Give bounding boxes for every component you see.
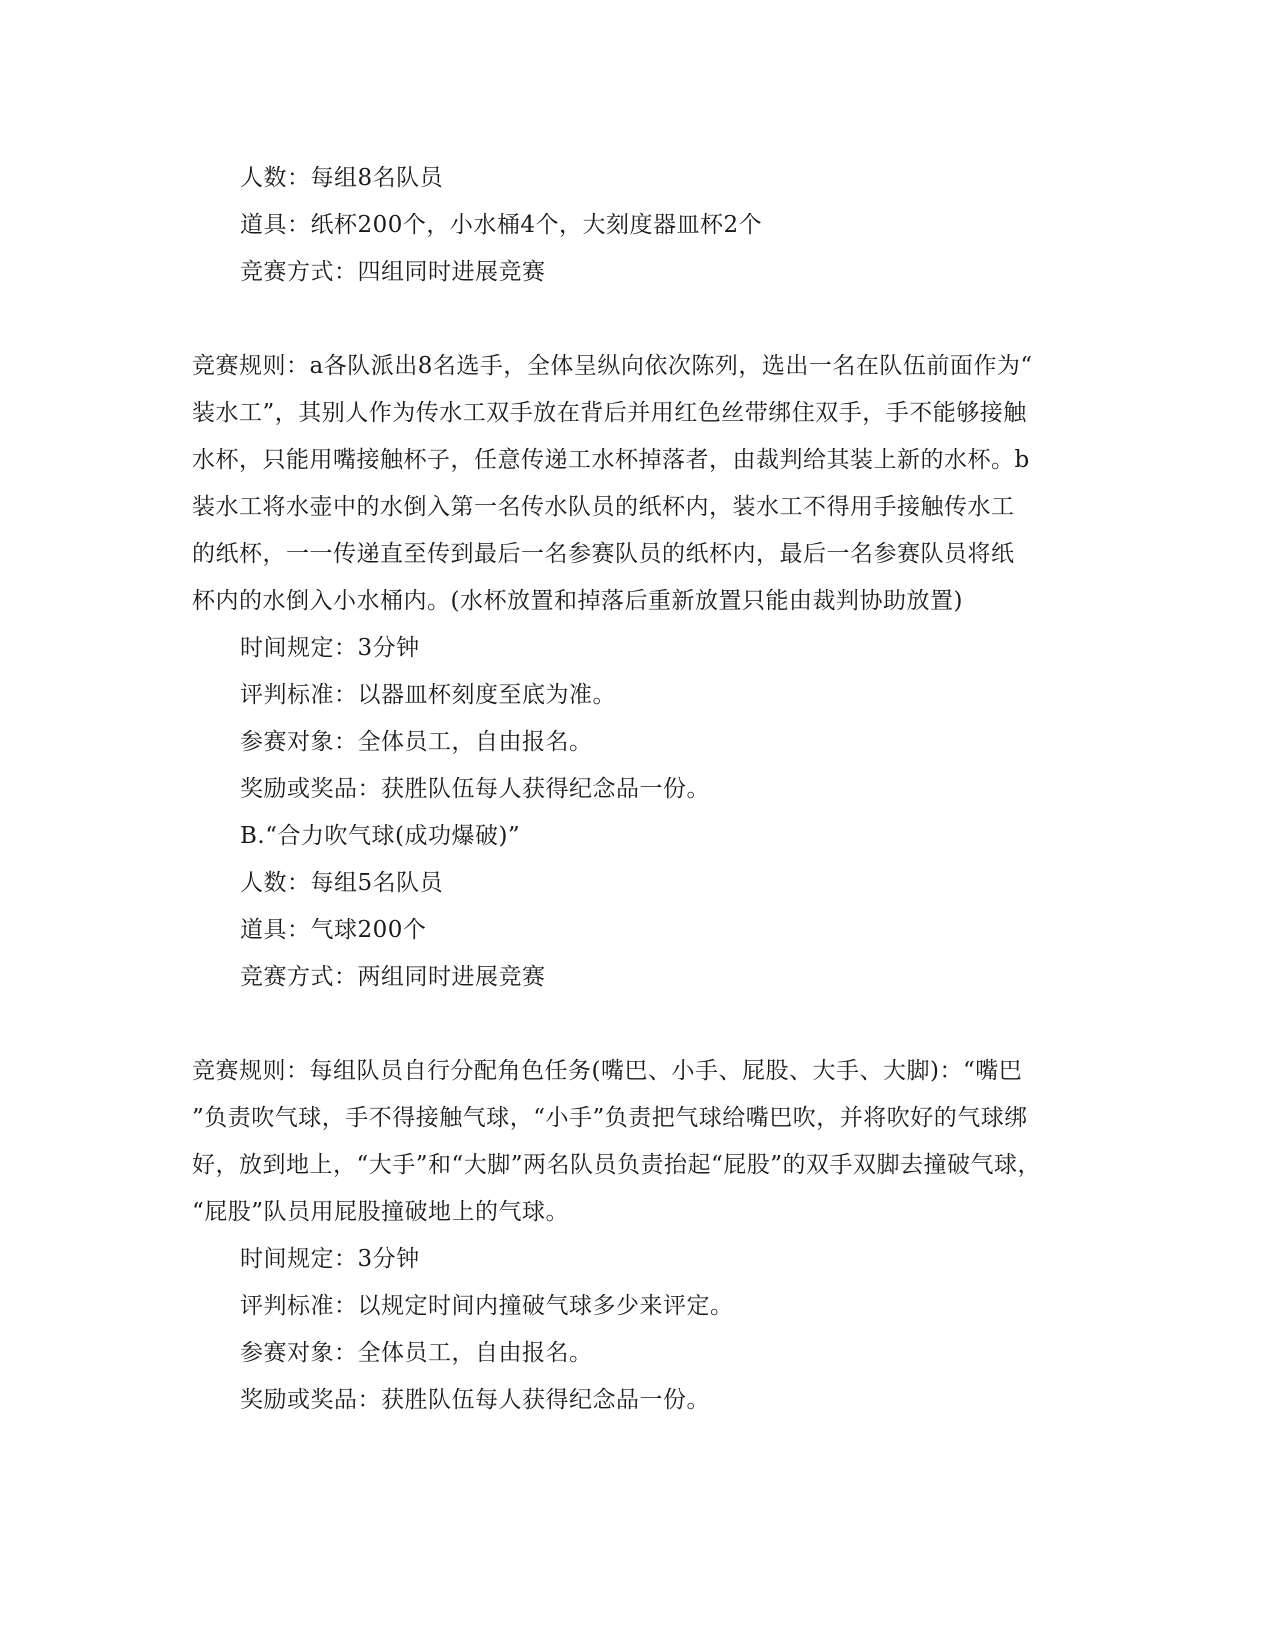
b-format-line: 竞赛方式：两组同时进展竞赛 <box>240 964 546 990</box>
a-rules-line-6: 杯内的水倒入小水桶内。(水杯放置和掉落后重新放置只能由裁判协助放置) <box>192 588 963 614</box>
b-judging-line: 评判标准：以规定时间内撞破气球多少来评定。 <box>240 1293 734 1319</box>
b-participants-line: 参赛对象：全体员工，自由报名。 <box>240 1340 593 1366</box>
a-rules-line-3: 水杯，只能用嘴接触杯子，任意传递工水杯掉落者，由裁判给其装上新的水杯。b <box>192 447 1030 473</box>
b-rules-line-1: 竞赛规则：每组队员自行分配角色任务(嘴巴、小手、屁股、大手、大脚)：“嘴巴 <box>192 1058 1023 1084</box>
a-props-line: 道具：纸杯200个，小水桶4个，大刻度器皿杯2个 <box>240 212 763 238</box>
a-judging-line: 评判标准：以器皿杯刻度至底为准。 <box>240 682 616 708</box>
b-rules-line-4: “屁股”队员用屁股撞破地上的气球。 <box>192 1199 570 1225</box>
b-time-line: 时间规定：3分钟 <box>240 1246 420 1272</box>
a-participants-line: 参赛对象：全体员工，自由报名。 <box>240 729 593 755</box>
b-title-line: B.“合力吹气球(成功爆破)” <box>240 823 521 849</box>
b-props-line: 道具：气球200个 <box>240 917 427 943</box>
b-prize-line: 奖励或奖品：获胜队伍每人获得纪念品一份。 <box>240 1387 710 1413</box>
a-prize-line: 奖励或奖品：获胜队伍每人获得纪念品一份。 <box>240 776 710 802</box>
a-rules-line-2: 装水工”，其别人作为传水工双手放在背后并用红色丝带绑住双手，手不能够接触 <box>192 400 1027 426</box>
a-rules-line-1: 竞赛规则：a各队派出8名选手，全体呈纵向依次陈列，选出一名在队伍前面作为“ <box>192 353 1033 379</box>
a-rules-line-5: 的纸杯，一一传递直至传到最后一名参赛队员的纸杯内，最后一名参赛队员将纸 <box>192 541 1015 567</box>
a-rules-line-4: 装水工将水壶中的水倒入第一名传水队员的纸杯内，装水工不得用手接触传水工 <box>192 494 1015 520</box>
b-rules-line-2: ”负责吹气球，手不得接触气球，“小手”负责把气球给嘴巴吹，并将吹好的气球绑 <box>192 1105 1028 1131</box>
a-time-line: 时间规定：3分钟 <box>240 635 420 661</box>
b-rules-line-3: 好，放到地上，“大手”和“大脚”两名队员负责抬起“屁股”的双手双脚去撞破气球， <box>192 1152 1042 1178</box>
a-people-line: 人数：每组8名队员 <box>240 165 444 191</box>
b-people-line: 人数：每组5名队员 <box>240 870 444 896</box>
a-format-line: 竞赛方式：四组同时进展竞赛 <box>240 259 546 285</box>
